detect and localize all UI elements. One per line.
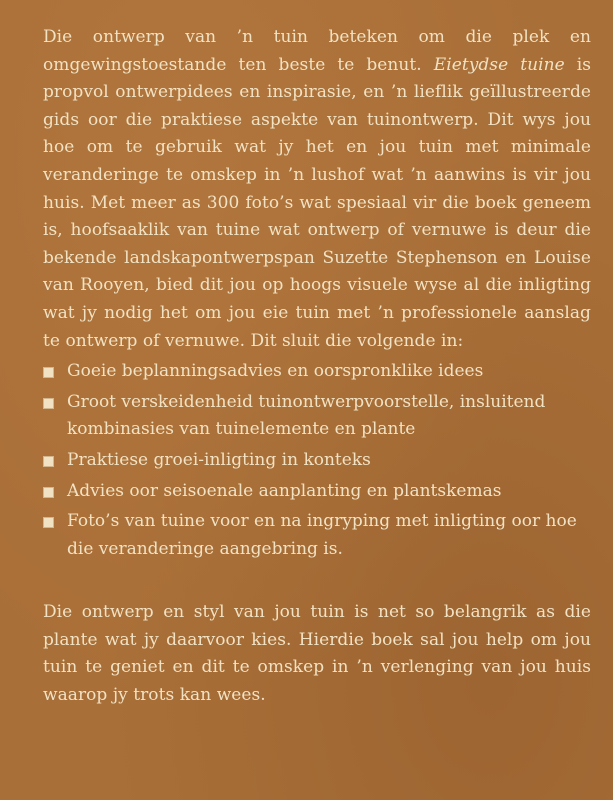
list-item-text: Groot verskeidenheid tuinontwerpvoorstelle, insluitend kombinasies van tuinelemente en plante <box>67 391 546 440</box>
list-item <box>43 478 591 506</box>
list-item-text: Advies oor seisoenale aanplanting en plantskemas <box>67 480 502 501</box>
intro-text-start: Die ontwerp van ’n tuin beteken om die plek en omgewingstoestande ten beste te benut. <box>43 27 591 75</box>
feature-list <box>43 358 591 563</box>
square-bullet-icon <box>43 367 54 378</box>
intro-text-rest: is propvol ontwerpidees en inspirasie, en ’n lieflik geïllustreerde gids oor die praktiese aspekte van tuinontwerp. Dit wys jou hoe om te gebruik wat jy het en jou tuin met minimale veranderinge te omskep in ’n lushof wat ’n aanwins is vir jou huis. Met meer as 300 foto’s wat spesiaal vir die boek geneem is, hoofsaaklik van tuine wat ontwerp of vernuwe is deur die bekende landskapontwerpspan Suzette Stephenson en Louise van Rooyen, bied dit jou op hoogs visuele wyse al die inligting wat jy nodig het om jou eie tuin met ’n professionele aanslag te ontwerp of vernuwe. Dit sluit die volgende in: <box>43 54 591 351</box>
list-item-text: Praktiese groei-inligting in konteks <box>67 449 371 470</box>
closing-paragraph: Die ontwerp en styl van jou tuin is net so belangrik as die plante wat jy daarvoor kies. Hierdie boek sal jou help om jou tuin te geniet en dit te omskep in ’n verlenging van jou huis waarop jy trots kan wees. <box>43 602 591 706</box>
intro-paragraph <box>43 24 591 355</box>
book-title: Eietydse tuine <box>433 54 565 75</box>
list-item <box>43 447 591 475</box>
square-bullet-icon <box>43 398 54 409</box>
square-bullet-icon <box>43 517 54 528</box>
list-item <box>43 358 591 386</box>
square-bullet-icon <box>43 456 54 467</box>
list-item-text: Goeie beplanningsadvies en oorspronklike idees <box>67 361 484 382</box>
list-item <box>43 508 591 563</box>
list-item <box>43 389 591 444</box>
square-bullet-icon <box>43 487 54 498</box>
list-item-text: Foto’s van tuine voor en na ingryping met inligting oor hoe die veranderinge aangebring is. <box>67 511 577 559</box>
